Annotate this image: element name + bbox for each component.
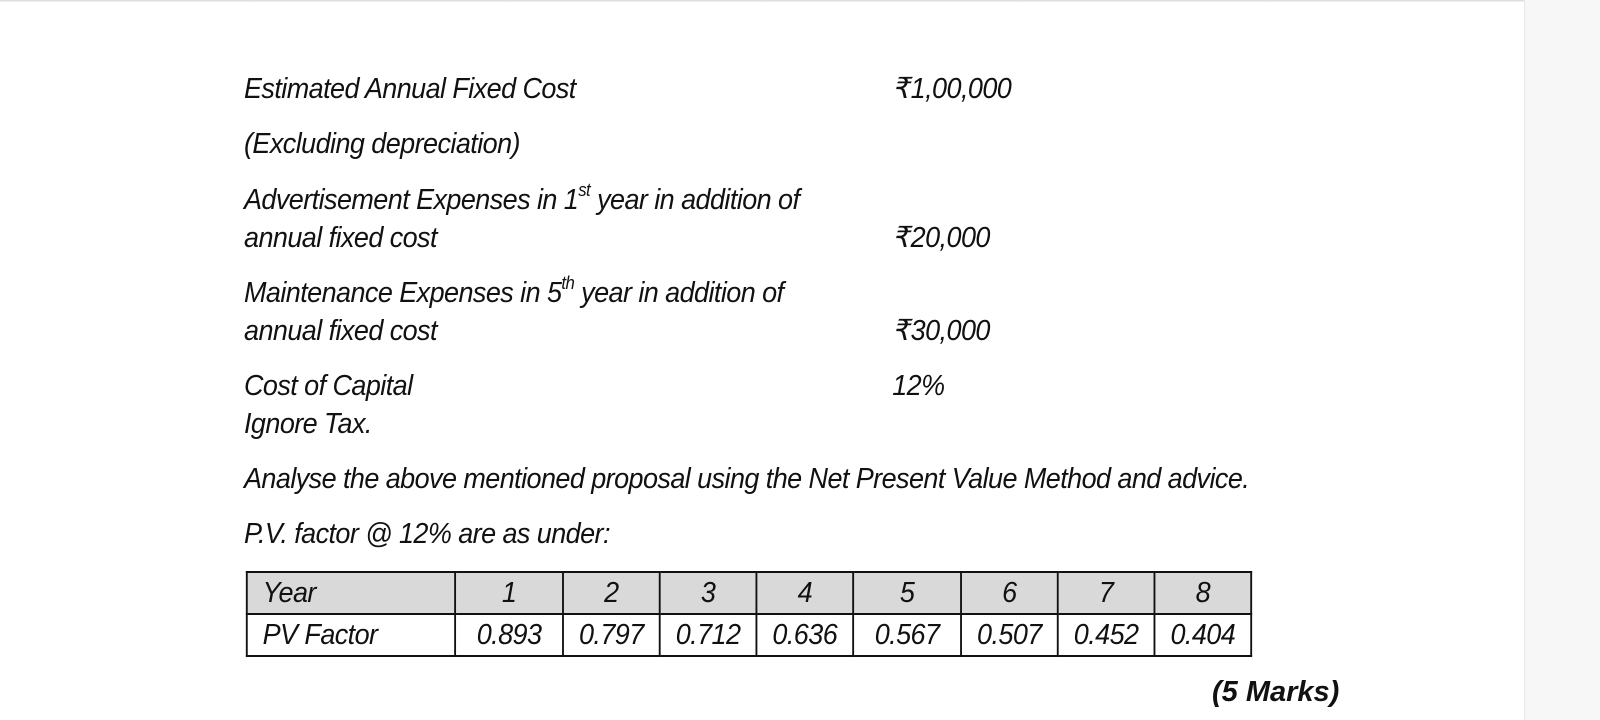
- question-row: [244, 460, 1267, 515]
- maintenance-label-line2: annual fixed cost: [244, 315, 437, 347]
- pv-factor-cell: 0.797: [563, 614, 660, 656]
- maintenance-label: Maintenance Expenses in 5th year in addition of: [244, 273, 784, 309]
- pv-factor-cell: 0.567: [853, 614, 961, 656]
- table-header-row: [247, 572, 1251, 614]
- advertisement-value: ₹20,000: [892, 222, 990, 254]
- question-body: [244, 70, 1267, 657]
- question-text: Analyse the above mentioned proposal using the Net Present Value Method and advice.: [244, 463, 1250, 495]
- pv-factor-cell: 0.893: [455, 614, 563, 656]
- rupee-symbol: ₹: [892, 73, 909, 105]
- year-cell: 7: [1058, 572, 1155, 614]
- fixed-cost-value: ₹1,00,000: [892, 73, 1012, 105]
- pv-factor-table: [246, 571, 1252, 657]
- year-cell: 2: [563, 572, 660, 614]
- year-cell: 8: [1154, 572, 1251, 614]
- fixed-cost-label: Estimated Annual Fixed Cost: [244, 73, 576, 105]
- table-intro-text: P.V. factor @ 12% are as under:: [244, 518, 610, 550]
- pv-factor-cell: 0.507: [961, 614, 1058, 656]
- table-intro-row: [244, 515, 1267, 571]
- maintenance-value: ₹30,000: [892, 315, 990, 347]
- advertisement-label: Advertisement Expenses in 1st year in addition of: [244, 180, 800, 216]
- year-cell: 5: [853, 572, 961, 614]
- advertisement-row: [244, 181, 1267, 274]
- pv-factor-cell: 0.712: [660, 614, 757, 656]
- table-row: [247, 614, 1251, 656]
- year-cell: 6: [961, 572, 1058, 614]
- rupee-symbol: ₹: [892, 222, 909, 254]
- pv-factor-cell: 0.452: [1058, 614, 1155, 656]
- year-cell: 4: [756, 572, 853, 614]
- excluding-depreciation-label: (Excluding depreciation): [244, 128, 520, 160]
- marks-label: (5 Marks): [1212, 676, 1340, 708]
- pv-factor-cell: 0.636: [756, 614, 853, 656]
- ignore-tax-label: Ignore Tax.: [244, 408, 372, 440]
- rupee-symbol: ₹: [892, 315, 909, 347]
- maintenance-row: [244, 274, 1267, 367]
- cost-of-capital-row: [244, 367, 1267, 460]
- year-cell: 1: [455, 572, 563, 614]
- cost-of-capital-value: 12%: [892, 370, 945, 402]
- year-header-cell: Year: [247, 572, 455, 614]
- fixed-cost-row: [244, 70, 1267, 125]
- year-cell: 3: [660, 572, 757, 614]
- advertisement-label-line2: annual fixed cost: [244, 222, 437, 254]
- cost-of-capital-label: Cost of Capital: [244, 370, 413, 402]
- viewer-gutter: [1524, 0, 1600, 720]
- page-top-edge: [0, 0, 1525, 2]
- pv-factor-cell: 0.404: [1154, 614, 1251, 656]
- pv-factor-label-cell: PV Factor: [247, 614, 455, 656]
- excluding-depreciation-row: [244, 125, 1267, 181]
